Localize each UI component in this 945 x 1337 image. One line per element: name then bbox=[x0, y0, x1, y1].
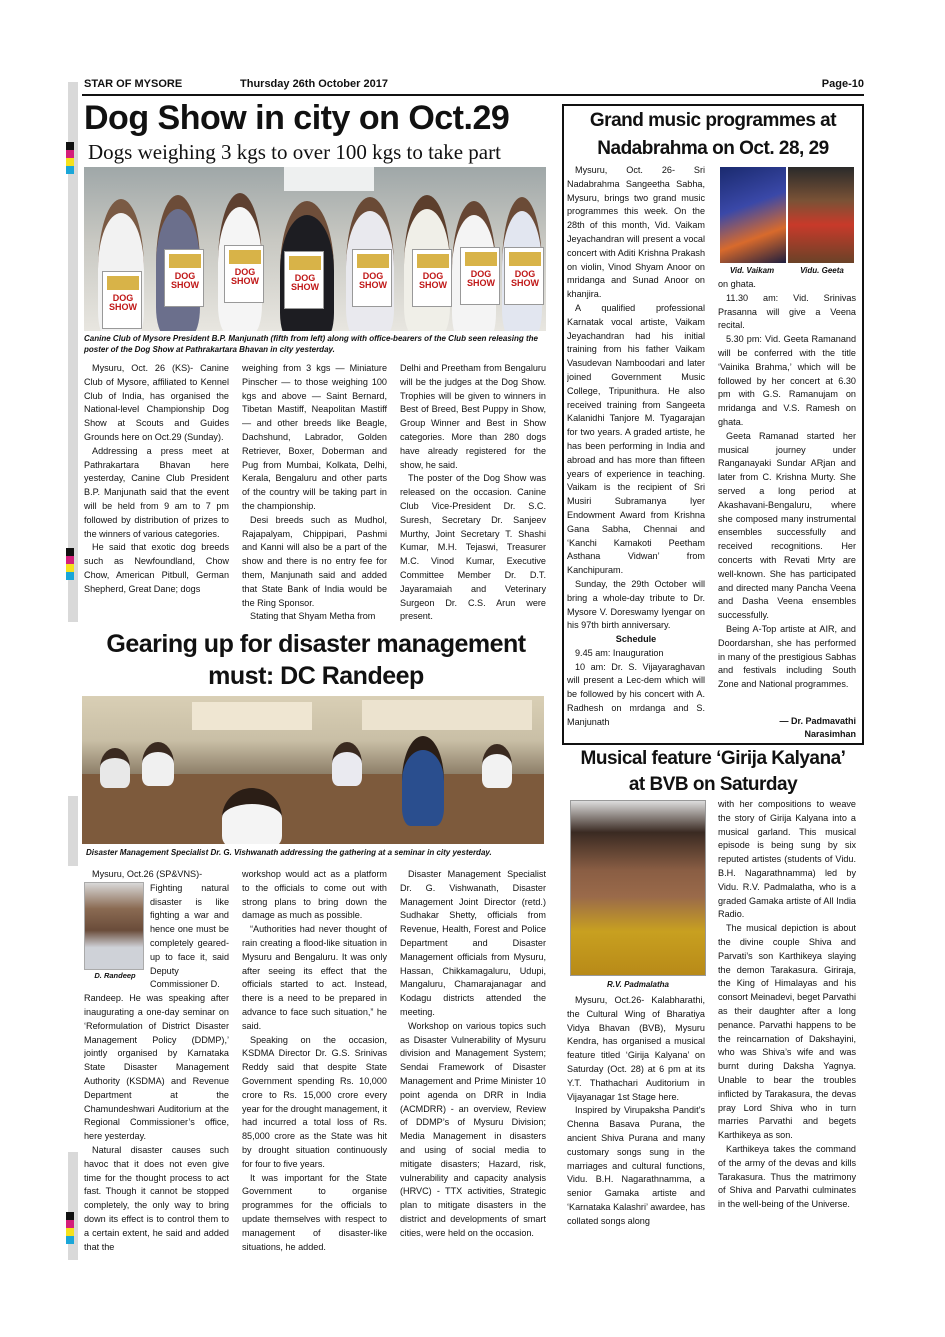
paragraph: Mysuru, Oct. 26- Sri Nadabrahma Sangeetha Sabha, Mysuru, brings two grand music programmes this week. On the 28th of this month, Vid. Vaikam Jeyachandran will present a vocal concert with Aditi Krishna Prakash on violin, Vinod Shyam Anoor on mridanga and Sunad Anoor on khanjira. bbox=[567, 165, 705, 300]
poster: DOG SHOW bbox=[504, 247, 544, 305]
randeep-inset bbox=[84, 882, 146, 986]
swatch bbox=[66, 556, 74, 564]
dog-show-subhead: Dogs weighing 3 kgs to over 100 kgs to take part bbox=[88, 140, 501, 164]
paragraph: It was important for the State Government to organise programmes for the officials to update themselves with respect to management of disaster-like situations, he added. bbox=[242, 1172, 387, 1252]
paragraph: Mysuru, Oct. 26 (KS)- Canine Club of Mysore, affiliated to Kennel Club of India, has organised the National-level Championship Dog Show at Scouts and Guides Grounds here on Oct.29 (Sunday). bbox=[84, 363, 229, 442]
paragraph: “Authorities had never thought of rain creating a flood-like situation in Mysuru and Bengaluru. It was only after seeing its effect that the officials started to act. Instead, there is a need to be prepared in advance to face such situation,” he said. bbox=[242, 924, 387, 1031]
dog-show-col-1 bbox=[84, 362, 229, 622]
poster: DOG SHOW bbox=[164, 249, 204, 307]
disaster-col-3 bbox=[400, 868, 546, 1264]
swatch bbox=[66, 1236, 74, 1244]
color-swatches-1 bbox=[66, 142, 74, 174]
schedule-label: Schedule bbox=[615, 634, 657, 645]
paragraph: workshop would act as a platform to the officials to come out with strong plans to bring down the damage as much as possible. bbox=[242, 869, 387, 921]
disaster-col-2 bbox=[242, 868, 387, 1264]
color-swatches-3 bbox=[66, 1212, 74, 1244]
swatch bbox=[66, 142, 74, 150]
music-headline-line-1: Grand music programmes at bbox=[589, 110, 837, 131]
seminar-caption: Disaster Management Specialist Dr. G. Vishwanath addressing the gathering at a seminar in city yesterday. bbox=[86, 848, 492, 857]
girija-col-2 bbox=[718, 798, 856, 1252]
dog-show-photo bbox=[84, 167, 546, 331]
person bbox=[142, 742, 174, 786]
swatch bbox=[66, 1228, 74, 1236]
disaster-headline-line-2: must: DC Randeep bbox=[208, 662, 424, 690]
swatch bbox=[66, 564, 74, 572]
paragraph: Being A-Top artiste at AIR, and Doordarshan, she has performed in many of the prestigious Sabhas and festivals including South Zone and National programmes. bbox=[718, 623, 856, 690]
schedule-item: 10 am: Dr. S. Vijayaraghavan will present a Lec-dem which will be followed by his concert with A. Radhesh on mrdanga and S. Manjunath bbox=[567, 661, 705, 727]
vaikam-caption: Vid. Vaikam bbox=[729, 266, 775, 275]
randeep-photo bbox=[84, 882, 144, 970]
disaster-col-1 bbox=[84, 868, 229, 1264]
person bbox=[222, 788, 282, 844]
poster: DOG SHOW bbox=[352, 249, 392, 307]
poster: DOG SHOW bbox=[460, 247, 500, 305]
music-col-2 bbox=[718, 278, 856, 718]
photo-window bbox=[192, 702, 312, 730]
publication-name: STAR OF MYSORE bbox=[84, 78, 183, 90]
dateline: Mysuru, Oct.26 (SP&VNS)- bbox=[92, 869, 203, 879]
paragraph: Speaking on the occasion, KSDMA Director Dr. G.S. Srinivas Reddy said that despite State Government spending Rs. 10,000 crore to Rs. 15,000 crore every year for the drought management, it had incurred a total loss of Rs. 85,000 crore as the State was hit by drought situation continuously for four to five years. bbox=[242, 1034, 387, 1169]
paragraph: The musical depiction is about the divine couple Shiva and Parvati’s son Karthikeya slaying the demon Tarakasura. Giriraja, the King of Himalayas and his consort Meinadevi, beget Parvathi as their daughter after a long penance. Parvathi happens to be the reincarnation of Dakshayini, who was Shiva’s wife and was burnt during Daksha Yagnya. Unable to bear the troubles inflicted by Tarakasura, the devas pray Lord Shiva who in turn marries Parvathi and begets Karthikeya as son. bbox=[718, 923, 856, 1141]
padmalatha-photo bbox=[570, 800, 706, 976]
paragraph: The poster of the Dog Show was released on the occasion. Canine Club Vice-President Dr. S.C. Suresh, Secretary Dr. Sanjeev Murthy, Joint Secretary T. Shashi Kumar, M.H. Tejaswi, Treasurer M.C. Vinod Kumar, Executive Committee Member Dr. D.T. Jayaramaiah and Veterinary Surgeon Dr. C.S. Arun were present. bbox=[400, 473, 546, 622]
photo-window bbox=[362, 700, 532, 730]
swatch bbox=[66, 1220, 74, 1228]
paragraph: Geeta Ramanad started her musical journey under Ranganayaki Sundar ARjan and later from C. Krishna Murty. She served a long period at Akashavani-Bengaluru, where she composed many instrumental ensembles successfully and received recognitions. Her concerts with Revati Mrty are well-known. She has participated and directed many Pancha Veena and Dasha Veena ensembles successfully. bbox=[718, 430, 856, 621]
paragraph: with her compositions to weave the story of Girija Kalyana into a musical garland. This musical episode is being sung by six reputed artistes (students of Vidu. B.H. Nagarathnamma) led by Vidu. R.V. Padmalatha, who is a graded Gamaka artiste of All India Radio. bbox=[718, 799, 856, 920]
dog-show-caption: Canine Club of Mysore President B.P. Manjunath (fifth from left) along with office-bearers of the Club seen releasing the poster of the Dog Show at Pathrakartara Bhavan in city yesterday. bbox=[84, 334, 538, 354]
byline-surname: Narasimhan bbox=[804, 729, 856, 739]
swatch bbox=[66, 548, 74, 556]
paragraph: on ghata. bbox=[718, 279, 756, 289]
paragraph: 11.30 am: Vid. Srinivas Prasanna will give a Veena recital. bbox=[718, 292, 856, 331]
music-headline-line-2: Nadabrahma on Oct. 28, 29 bbox=[597, 138, 829, 159]
padmalatha-caption: R.V. Padmalatha bbox=[607, 980, 669, 989]
paragraph: A qualified professional Karnatak vocal artiste, Vaikam Jeyachandran had his initial training from his father Vaikam Vasudevan Namboodari and later joined Government Music College, Tripunithura. He also received training from Sangeeta Kalanidhi Tanjore M. Tyagarajan for two years. A graded artiste, he has been performing in India and abroad and has more than fifteen years of experience in teaching. Vaikam is the recipient of Sri Musiri Subramanya Iyer Endowment Award from Krishna Gana Sabha, Chennai and ‘Kanchi Kamakoti Peetham Asthana Vidwan’ from Kanchipuram. bbox=[567, 302, 705, 576]
header-rule bbox=[82, 94, 864, 96]
person bbox=[402, 736, 444, 826]
person bbox=[100, 748, 130, 788]
paragraph: Fighting natural disaster is like fighting a war and hence one must be completely geared-up to face it, said Deputy Commissioner D. bbox=[150, 882, 229, 990]
girija-headline-line-2: at BVB on Saturday bbox=[628, 774, 798, 795]
vaikam-photo bbox=[720, 167, 786, 263]
paragraph: Randeep. He was speaking after inaugurating a one-day seminar on ‘Reformulation of District Disaster Management Policy (DDMP),’ jointly organised by Karnataka State Disaster Management Authority (KSDMA) and Revenue Department at the Chamundeshwari Auditorium at the Regional Commissioner’s office, here yesterday. bbox=[84, 993, 229, 1142]
paragraph: Sunday, the 29th October will bring a whole-day tribute to Dr. Mysore V. Doreswamy Iyengar on his 97th birth anniversary. bbox=[567, 578, 705, 631]
poster: DOG SHOW bbox=[102, 271, 142, 329]
paragraph: Stating that Shyam Metha from bbox=[250, 611, 376, 622]
swatch bbox=[66, 572, 74, 580]
swatch bbox=[66, 158, 74, 166]
swatch bbox=[66, 150, 74, 158]
music-byline bbox=[718, 715, 856, 741]
dog-show-col-3 bbox=[400, 362, 546, 624]
randeep-caption: D. Randeep bbox=[94, 970, 136, 980]
seminar-photo bbox=[82, 696, 544, 844]
poster: DOG SHOW bbox=[224, 245, 264, 303]
margin-grey-bar-mid bbox=[68, 796, 78, 866]
paragraph: Workshop on various topics such as Disaster Vulnerability of Mysuru division and Management System; Sendai Framework of Disaster Management and Prime Minister 10 point agenda on DRR in India (ACMDRR) - an overview, Review of DDMP’s of Mysuru Division; Media Management in disasters and using of social media to mitigate disasters; Hazard, risk, vulnerability and capacity analysis (HRVC) - TTX activities, Strategic plan to mitigate disasters in the district and developments of smart cities, were held on the occasion. bbox=[400, 1020, 546, 1238]
disaster-headline-line-1: Gearing up for disaster management bbox=[106, 630, 526, 658]
paragraph: 5.30 pm: Vid. Geeta Ramanand will be conferred with the title ‘Vainika Brahma,’ which will be followed by her concert at 6.30 pm with G.S. Ramanujam on mridanga and V.S. Ramesh on ghata. bbox=[718, 334, 856, 427]
schedule-item: 9.45 am: Inauguration bbox=[575, 647, 664, 658]
poster: DOG SHOW bbox=[412, 249, 452, 307]
girija-col-1 bbox=[567, 994, 705, 1252]
dog-show-col-2 bbox=[242, 362, 387, 622]
music-col-1 bbox=[567, 164, 705, 744]
page-header bbox=[84, 78, 864, 94]
page-number: Page-10 bbox=[821, 78, 864, 90]
paragraph: Inspired by Virupaksha Pandit’s Chenna Basava Purana, the ancient Shiva Purana and many customary songs sung in the marriages and cultural functions, Vidu. B.H. Nagarathnamma, a senior Gamaka artiste and ‘Karnataka Kalashri’ awardee, has collated songs along bbox=[567, 1105, 705, 1226]
poster: DOG SHOW bbox=[284, 251, 324, 309]
color-swatches-2 bbox=[66, 548, 74, 580]
geeta-photo bbox=[788, 167, 854, 263]
paragraph: Mysuru, Oct.26- Kalabharathi, the Cultural Wing of Bharatiya Vidya Bhavan (BVB), Mysuru Kendra, has organised a musical feature titled ‘Girija Kalyana’ on Saturday (Oct. 28) at 6 pm at its Y.T. Thathachari Auditorium in Vijayanagar 1st Stage here. bbox=[567, 995, 705, 1102]
swatch bbox=[66, 166, 74, 174]
geeta-caption: Vidu. Geeta bbox=[800, 266, 844, 275]
dog-show-headline: Dog Show in city on Oct.29 bbox=[84, 99, 510, 137]
paragraph: He said that exotic dog breeds such as Newfoundland, Chow Chow, American Pitbull, German Shepherd, Great Dane; dogs bbox=[84, 542, 229, 594]
paragraph: Natural disaster causes such havoc that it does not even give time for the thought process to act fast. Though it cannot be stopped completely, the only way to bring down its effect is to control them to a certain extent, he said and added that the bbox=[84, 1144, 229, 1252]
paragraph: Karthikeya takes the command of the army of the devas and kills Tarakasura. Thus the matrimony of Shiva and Parvathi culminates in the well-being of the Universe. bbox=[718, 1143, 856, 1210]
paragraph: Addressing a press meet at Pathrakartara Bhavan here yesterday, Canine Club President B.P. Manjunath said that the event will be held from 9 am to 7 pm followed by distribution of prizes to the winners of various categories. bbox=[84, 445, 229, 539]
swatch bbox=[66, 1212, 74, 1220]
issue-date: Thursday 26th October 2017 bbox=[240, 78, 388, 90]
paragraph: weighing from 3 kgs — Miniature Pinscher — to those weighing 100 kgs and above — Saint Bernard, Tibetan Mastiff, Neapolitan Mastiff — and other breeds like Beagle, Dachshund, Labrador, Golden Retriever, Boxer, Doberman and Pug from Mumbai, Kolkata, Delhi, Kerala, Bengaluru and other parts of the country will be taking part in the championship. bbox=[242, 363, 387, 511]
paragraph: Delhi and Preetham from Bengaluru will be the judges at the Dog Show. Trophies will be given to winners in Best of Breed, Best Puppy in Show, Group Winner and Best in Show categories. More than 280 dogs have already registered for the show, he said. bbox=[400, 363, 546, 470]
paragraph: Desi breeds such as Mudhol, Rajapalyam, Chippipari, Pashmi and Kanni will also be a part of the show and there is no entry fee for them, Manjunath said and added that State Bank of India would be the Ring Sponsor. bbox=[242, 514, 387, 608]
girija-headline-line-1: Musical feature ‘Girija Kalyana’ bbox=[580, 748, 846, 769]
person bbox=[482, 744, 512, 788]
person bbox=[332, 742, 362, 786]
photo-window bbox=[284, 167, 374, 191]
paragraph: Disaster Management Specialist Dr. G. Vishwanath, Disaster Management Joint Director (retd.) Sudhakar Shetty, officials from Revenue, Health, Forest and Police Department and Disaster Management officials from Mysuru, Hassan, Chikkamagaluru, Udupi, Mangaluru, Chamarajanagar and Kodagu districts attended the meeting. bbox=[400, 869, 546, 1017]
byline-name: — Dr. Padmavathi bbox=[779, 716, 856, 726]
